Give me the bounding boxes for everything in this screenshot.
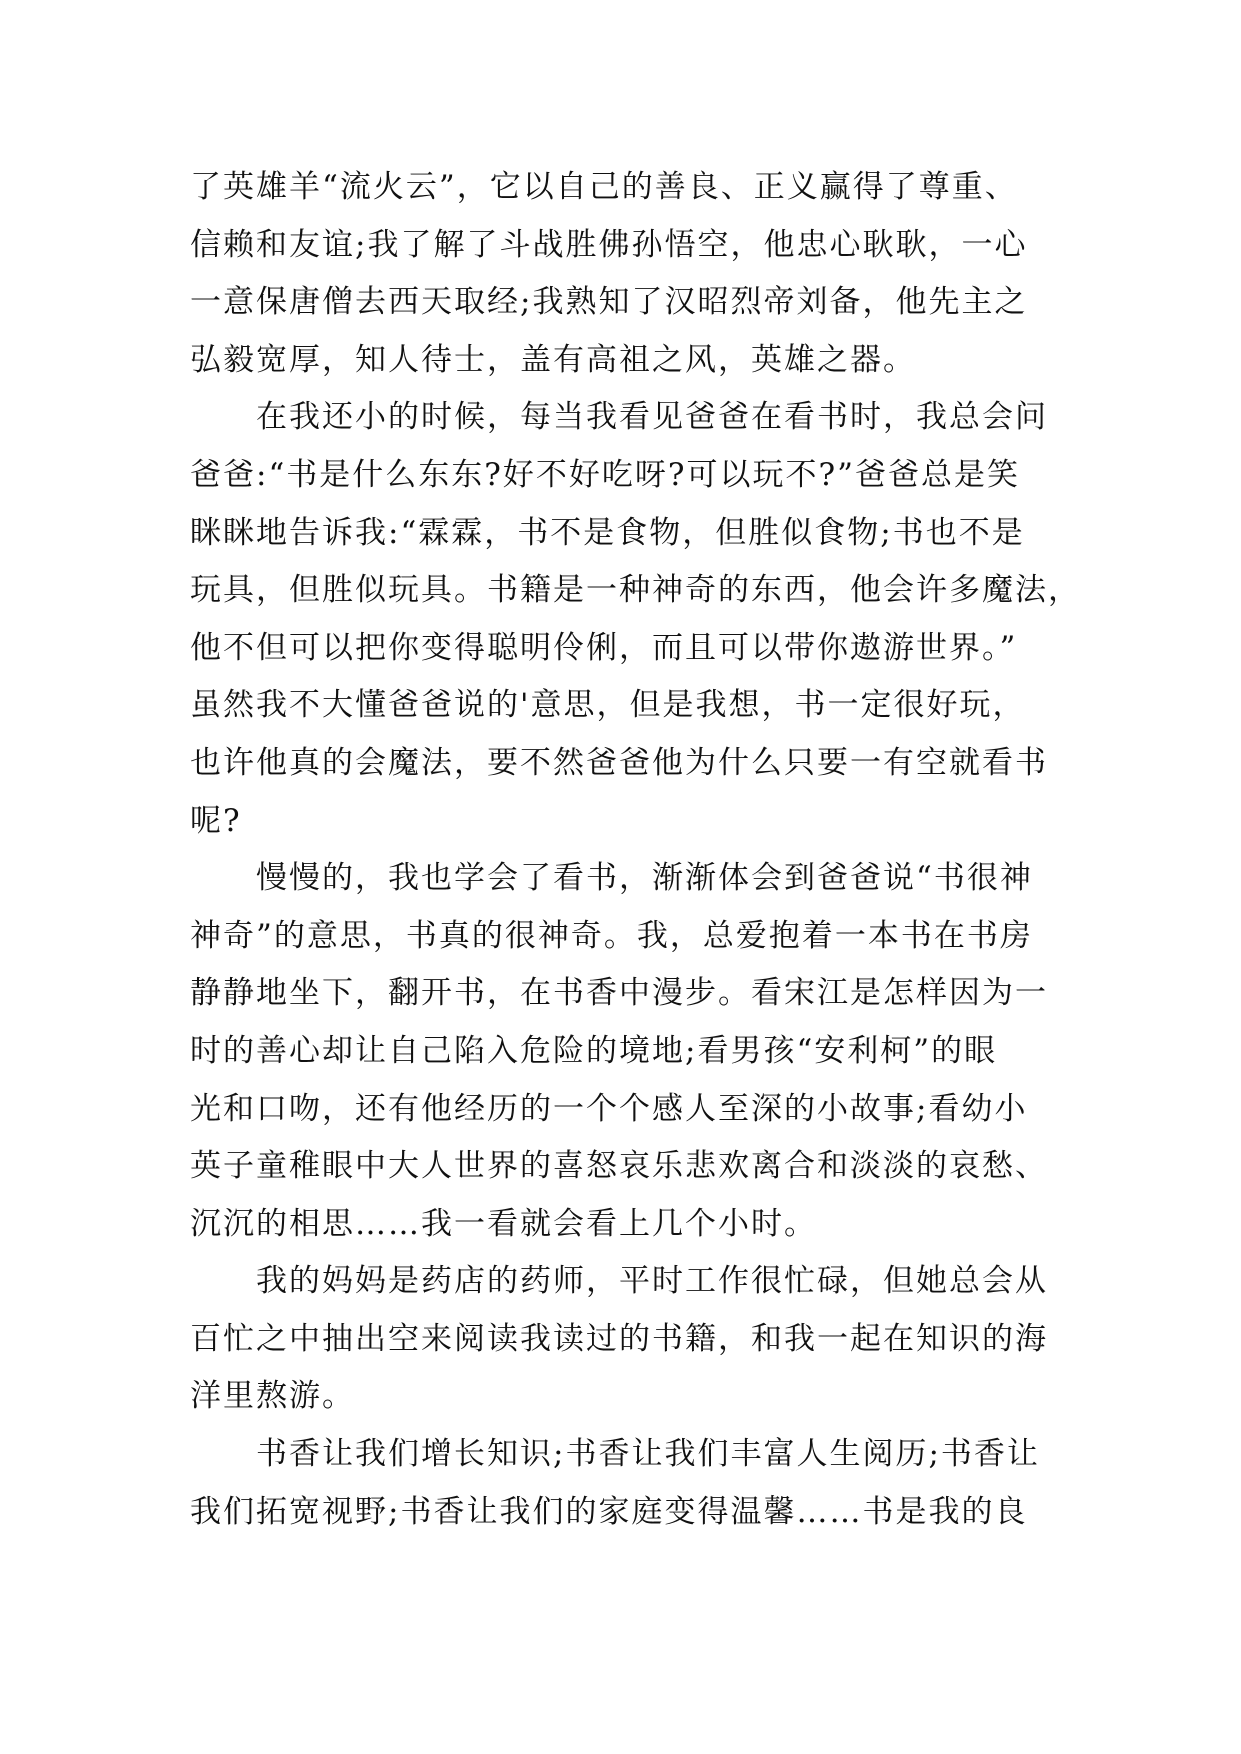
text-line: 我们拓宽视野;书香让我们的家庭变得温馨……书是我的良	[190, 1493, 1028, 1530]
text-line: 了英雄羊“流火云”，它以自己的善良、正义赢得了尊重、	[190, 169, 1018, 205]
text-line: 时的善心却让自己陷入危险的境地;看男孩“安利柯”的眼	[190, 1032, 998, 1069]
document-body	[190, 159, 1081, 1541]
paragraph-2	[190, 389, 1081, 850]
text-line: 信赖和友谊;我了解了斗战胜佛孙悟空，他忠心耿耿，一心	[190, 226, 1028, 263]
text-line: 光和口吻，还有他经历的一个个感人至深的小故事;看幼小	[190, 1090, 1028, 1127]
text-line: 英子童稚眼中大人世界的喜怒哀乐悲欢离合和淡淡的哀愁、	[190, 1148, 1048, 1185]
text-line: 洋里熬游。	[190, 1378, 355, 1415]
paragraph-5	[190, 1426, 1070, 1541]
text-line: 神奇”的意思，书真的很神奇。我，总爱抱着一本书在书房	[190, 917, 1033, 954]
text-line: 一意保唐僧去西天取经;我熟知了汉昭烈帝刘备，他先主之	[190, 284, 1028, 321]
text-line: 弘毅宽厚，知人待士，盖有高祖之风，英雄之器。	[190, 341, 916, 378]
text-line: 沉沉的相思……我一看就会看上几个小时。	[190, 1205, 817, 1242]
text-line: 百忙之中抽出空来阅读我读过的书籍，和我一起在知识的海	[190, 1320, 1048, 1357]
text-line: 我的妈妈是药店的药师，平时工作很忙碌，但她总会从	[256, 1263, 1048, 1300]
text-line: 书香让我们增长知识;书香让我们丰富人生阅历;书香让	[256, 1436, 1040, 1473]
text-line: 眯眯地告诉我:“霖霖，书不是食物，但胜似食物;书也不是	[190, 514, 1025, 551]
text-line: 也许他真的会魔法，要不然爸爸他为什么只要一有空就看书	[190, 744, 1048, 781]
text-line: 在我还小的时候，每当我看见爸爸在看书时，我总会问	[256, 399, 1048, 436]
text-line: 静静地坐下，翻开书，在书香中漫步。看宋江是怎样因为一	[190, 975, 1048, 1012]
text-line: 他不但可以把你变得聪明伶俐，而且可以带你遨游世界。”	[190, 629, 1018, 666]
text-line: 玩具，但胜似玩具。书籍是一种神奇的东西，他会许多魔法，	[190, 572, 1081, 609]
text-line: 慢慢的，我也学会了看书，渐渐体会到爸爸说“书很神	[256, 860, 1033, 897]
text-line: 虽然我不大懂爸爸说的'意思，但是我想，书一定很好玩，	[190, 687, 1026, 724]
text-line: 呢?	[190, 802, 242, 839]
text-line: 爸爸:“书是什么东东?好不好吃呀?可以玩不?”爸爸总是笑	[190, 456, 1020, 493]
paragraph-4	[190, 1253, 1070, 1426]
paragraph-1	[190, 159, 1070, 389]
paragraph-3	[190, 850, 1070, 1253]
